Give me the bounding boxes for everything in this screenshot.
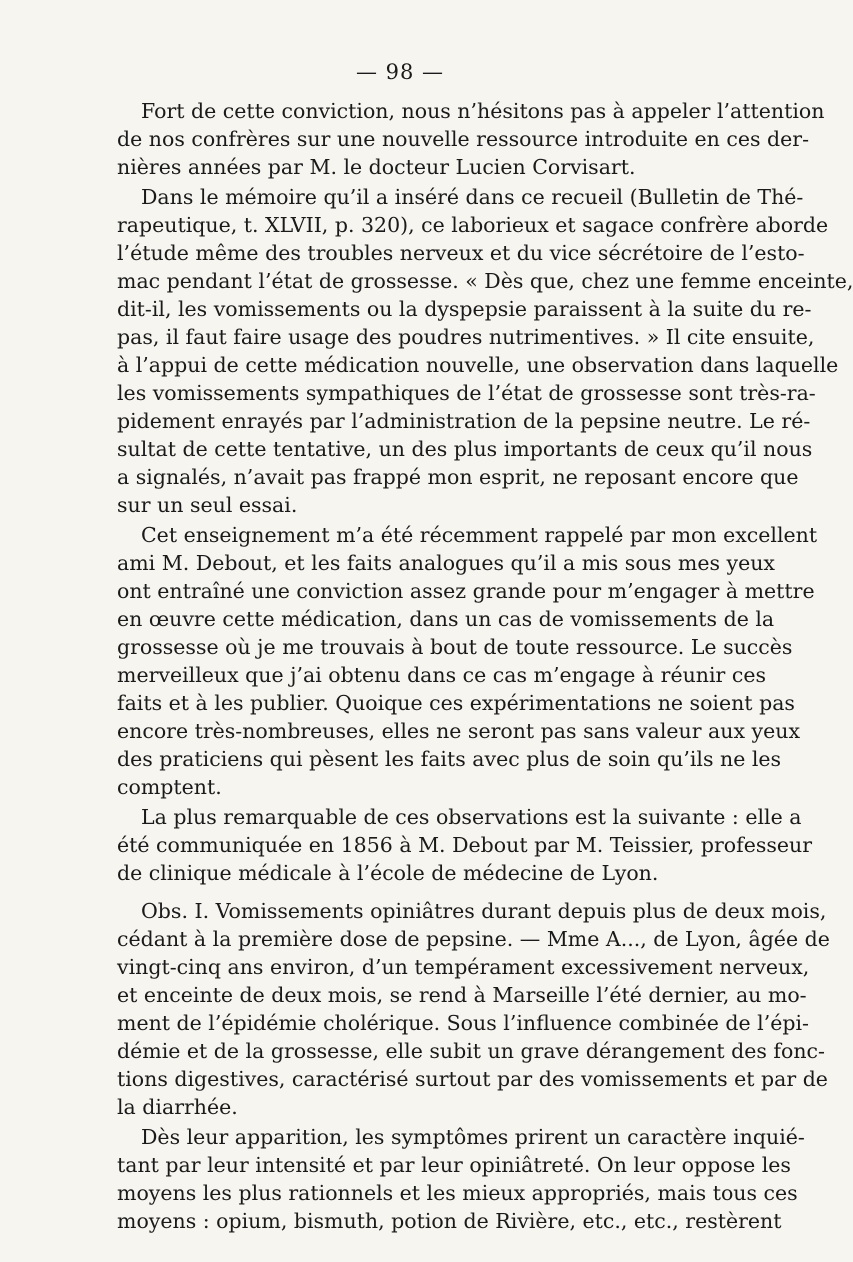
text-line: encore très-nombreuses, elles ne seront pas sans valeur aux yeux [117,719,801,743]
text-line: Dès leur apparition, les symptômes prirent un caractère inquié- [141,1125,805,1149]
text-line: a signalés, n’avait pas frappé mon esprit, ne reposant encore que [117,465,799,489]
text-line: cédant à la première dose de pepsine. — Mme A..., de Lyon, âgée de [117,927,830,951]
text-line: dit-il, les vomissements ou la dyspepsie paraissent à la suite du re- [117,297,812,321]
text-line: tions digestives, caractérisé surtout par des vomissements et par de [117,1067,828,1091]
text-line: et enceinte de deux mois, se rend à Marseille l’été dernier, au mo- [117,983,807,1007]
text-line: Obs. I. Vomissements opiniâtres durant depuis plus de deux mois, [141,899,827,923]
text-line: Fort de cette conviction, nous n’hésitons pas à appeler l’attention [141,99,825,123]
paragraph-3 [117,521,818,801]
observation-1 [117,897,830,1121]
paragraph-2 [117,183,853,519]
body-text [117,97,853,1235]
text-line: rapeutique, t. XLVII, p. 320), ce laborieux et sagace confrère aborde [117,213,829,237]
text-line: La plus remarquable de ces observations est la suivante : elle a [141,805,802,829]
text-line: de clinique médicale à l’école de médecine de Lyon. [117,861,659,885]
text-line: faits et à les publier. Quoique ces expérimentations ne soient pas [117,691,795,715]
text-line: en œuvre cette médication, dans un cas de vomissements de la [117,607,775,631]
text-line: tant par leur intensité et par leur opiniâtreté. On leur oppose les [117,1153,791,1177]
text-line: comptent. [117,775,222,799]
text-line: des praticiens qui pèsent les faits avec plus de soin qu’ils ne les [117,747,782,771]
page-number: — 98 — [355,60,445,84]
text-line: la diarrhée. [117,1095,238,1119]
text-line: sultat de cette tentative, un des plus importants de ceux qu’il nous [117,437,813,461]
text-line: démie et de la grossesse, elle subit un grave dérangement des fonc- [117,1039,825,1063]
text-line: moyens les plus rationnels et les mieux appropriés, mais tous ces [117,1181,798,1205]
paragraph-6 [117,1123,805,1235]
text-line: sur un seul essai. [117,493,298,517]
text-line: pas, il faut faire usage des poudres nutrimentives. » Il cite ensuite, [117,325,815,349]
text-line: Cet enseignement m’a été récemment rappelé par mon excellent [141,523,818,547]
text-line: mac pendant l’état de grossesse. « Dès que, chez une femme enceinte, [117,269,853,293]
text-line: été communiquée en 1856 à M. Debout par M. Teissier, professeur [117,833,812,857]
text-line: ont entraîné une conviction assez grande pour m’engager à mettre [117,579,815,603]
text-line: vingt-cinq ans environ, d’un tempérament excessivement nerveux, [117,955,810,979]
text-line: l’étude même des troubles nerveux et du vice sécrétoire de l’esto- [117,241,805,265]
text-line: de nos confrères sur une nouvelle ressource introduite en ces der- [117,127,810,151]
text-line: nières années par M. le docteur Lucien Corvisart. [117,155,636,179]
paragraph-1 [117,97,825,181]
paragraph-4 [117,803,812,887]
text-line: ami M. Debout, et les faits analogues qu’il a mis sous mes yeux [117,551,775,575]
text-line: les vomissements sympathiques de l’état de grossesse sont très-ra- [117,381,816,405]
text-line: pidement enrayés par l’administration de la pepsine neutre. Le ré- [117,409,811,433]
text-line: à l’appui de cette médication nouvelle, une observation dans laquelle [117,353,839,377]
text-line: moyens : opium, bismuth, potion de Rivière, etc., etc., restèrent [117,1209,782,1233]
text-line: merveilleux que j’ai obtenu dans ce cas m’engage à réunir ces [117,663,767,687]
text-line: Dans le mémoire qu’il a inséré dans ce recueil (Bulletin de Thé- [141,185,804,209]
text-line: grossesse où je me trouvais à bout de toute ressource. Le succès [117,635,793,659]
text-line: ment de l’épidémie cholérique. Sous l’influence combinée de l’épi- [117,1011,809,1035]
